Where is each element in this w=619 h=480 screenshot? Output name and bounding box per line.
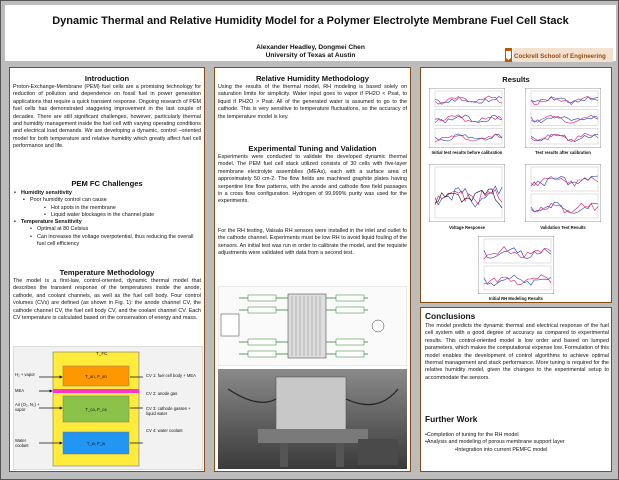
test-station-schematic <box>218 286 407 366</box>
cv-legend-1: CV 1: fuel cell body + MEA <box>146 373 196 378</box>
further-work-list <box>425 432 611 454</box>
temperature-item-1: • Optimal at 80 Celsius <box>37 226 201 233</box>
mea-label: MEA <box>15 388 25 393</box>
conclusions-text: The model predicts the dynamic thermal and electrical response of the fuel cell system with a good degree of accuracy as compared to experimental results. This control-oriented model is low order and based on lumped parameters, which makes the computational expense low. Formulation of this model enables the development of control algorithms to achieve optimal thermal management and stack performance. More tuning is required for the relative humidity model, given the changes to the experimental setup to accommodate the sensors. <box>425 323 609 381</box>
coolant-box-label: T_w, P_w <box>86 441 106 446</box>
caption-voltage-response: Voltage Response <box>449 225 485 230</box>
rh-method-text: Using the results of the thermal model, RH modeling is based solely on saturation limits for simplicity. Water input goes to vapor if PH2O < Psat, to liquid if PH2O > Psat. All of the generated water is assumed to go to the cathode. This is very sensitive to temperature fluctuations, so the accuracy of the temperature model is key. <box>218 84 407 120</box>
authors: Alexander Headley, Dongmei Chen <box>256 44 365 51</box>
tuning-heading: Experimental Tuning and Validation <box>248 144 377 153</box>
caption-initial-test: Initial test results before calibration <box>431 150 503 155</box>
challenges-heading: PEM FC Challenges <box>71 179 143 188</box>
tfc-label: T_FC <box>96 351 108 356</box>
further-work-item-2: •Analysis and modeling of porous membrane support layer <box>425 439 565 446</box>
humidity-sub-1: • Hot spots in the membrane <box>51 205 201 212</box>
temperature-item-2: • Can increases the voltage overpotential, thus reducing the overall fuel cell efficiency <box>37 234 201 249</box>
conclusions-heading: Conclusions <box>425 311 476 321</box>
rh-method-heading: Relative Humidity Methodology <box>255 74 370 83</box>
temperature-method-heading: Temperature Methodology <box>59 268 155 277</box>
caption-rh-modeling: Initial RH Modeling Results <box>489 296 543 301</box>
humidity-item: ▪ Poor humidity control can cause <box>30 197 201 204</box>
graph-rh-modeling <box>478 236 554 294</box>
water-label: Water coolant <box>15 438 29 448</box>
challenges-list <box>21 190 201 248</box>
further-work-heading: Further Work <box>425 414 478 424</box>
logo-text: Cockrell School of Engineering <box>514 53 606 60</box>
humidity-sub-2: • Liquid water blockages in the channel plate <box>51 212 201 219</box>
further-work-item-3: •Integration into current PEMFC model <box>455 446 548 453</box>
mea-strip <box>53 389 139 393</box>
graph-voltage-response <box>429 164 505 222</box>
graph-after-calibration <box>525 88 601 148</box>
graph-validation <box>525 164 601 222</box>
tuning-text-2: For the RH testing, Vaisala RH sensors were installed in the inlet and outlet fo the cathode channel. Experiments must be low RH to avoid liquid fouling of the sensors. An initial test was run in order to calibrate the model, and the requisite adjustments were validated with data from a second test. <box>218 228 407 257</box>
anode-box-label: T_an, P_an <box>85 374 107 379</box>
temperature-title: • Temperature Sensitivity <box>21 219 201 226</box>
caption-after-calibration: Test results after calibration <box>535 150 591 155</box>
conclusions-panel <box>420 307 612 472</box>
cathode-box-label: T_ca, P_ca <box>85 407 107 412</box>
cv-legend-2: CV 2: anode gas <box>146 391 178 396</box>
graph-initial-test <box>429 88 505 148</box>
poster-header <box>5 5 616 61</box>
cv-legend-3: CV 3: cathode gasses + liquid water <box>146 406 191 417</box>
test-station-box <box>221 314 239 336</box>
air-label: Air (O₂, N₂) + vapor <box>15 402 40 412</box>
results-panel <box>420 67 612 303</box>
test-stand-photo <box>218 369 407 469</box>
caption-validation: Validation Test Results <box>540 225 586 230</box>
temperature-method-text: The model is a first-law, control-oriented, dynamic thermal model that describes the transient response of the temperatures inside the anode, cathode, and coolant channels, as well as the fuel cell body. Four control volumes (CVs) are defined (as shown in Fig. 1): the anode channel CV, the cathode channel CV, the fuel cell body CV, and the coolant channel CV. Each CV temperature is calculated based on the conservation of energy and mass. <box>13 278 201 322</box>
results-heading: Results <box>502 75 530 84</box>
humidity-title: • Humidity sensitivity <box>21 190 201 197</box>
introduction-heading: Introduction <box>84 74 130 83</box>
middle-panel <box>214 67 411 472</box>
introduction-text: Proton-Exchange-Membrane (PEM) fuel cells are a promising technology for reduction of pollution and dependence on fossil fuel in power generation applications that require a quick transient response. Ongoing research of PEM fuel cells has demonstrated staggering improvement in the last couple of decades. There are still significant challenges, however, particularly thermal and humidity management inside the fuel cell with varying operating conditions and electrical load demands. We are developing a dynamic, control –oriented model for both temperature and relative humidity which greatly affect fuel cell performance and life. <box>13 84 201 150</box>
tuning-text-1: Experiments were conducted to validate the developed dynamic thermal model. The PEM fuel cell stack utilized consists of 30 cells with five-layer membrane electrolyte assemblies (MEAs), each with a surface area of approximately 50 cm-2. The flow fields are machined graphite plates having serpentine line flow patterns, with the anode and cathode flow field passages in a cross flow configuration. Hydrogen of 99.999% purity was used for the experiments. <box>218 154 407 205</box>
affiliation: University of Texas at Austin <box>265 52 356 59</box>
further-work-item-1: •Completion of tuning for the RH model <box>425 432 519 438</box>
h2-label: H₂ + vapor <box>15 372 35 377</box>
left-panel <box>9 67 205 472</box>
fuel-cell-stack <box>288 294 326 358</box>
cv-legend-4: CV 4: water coolant <box>146 428 183 433</box>
poster-title: Dynamic Thermal and Relative Humidity Model for a Polymer Electrolyte Membrane Fuel Cell Stack <box>52 15 569 27</box>
